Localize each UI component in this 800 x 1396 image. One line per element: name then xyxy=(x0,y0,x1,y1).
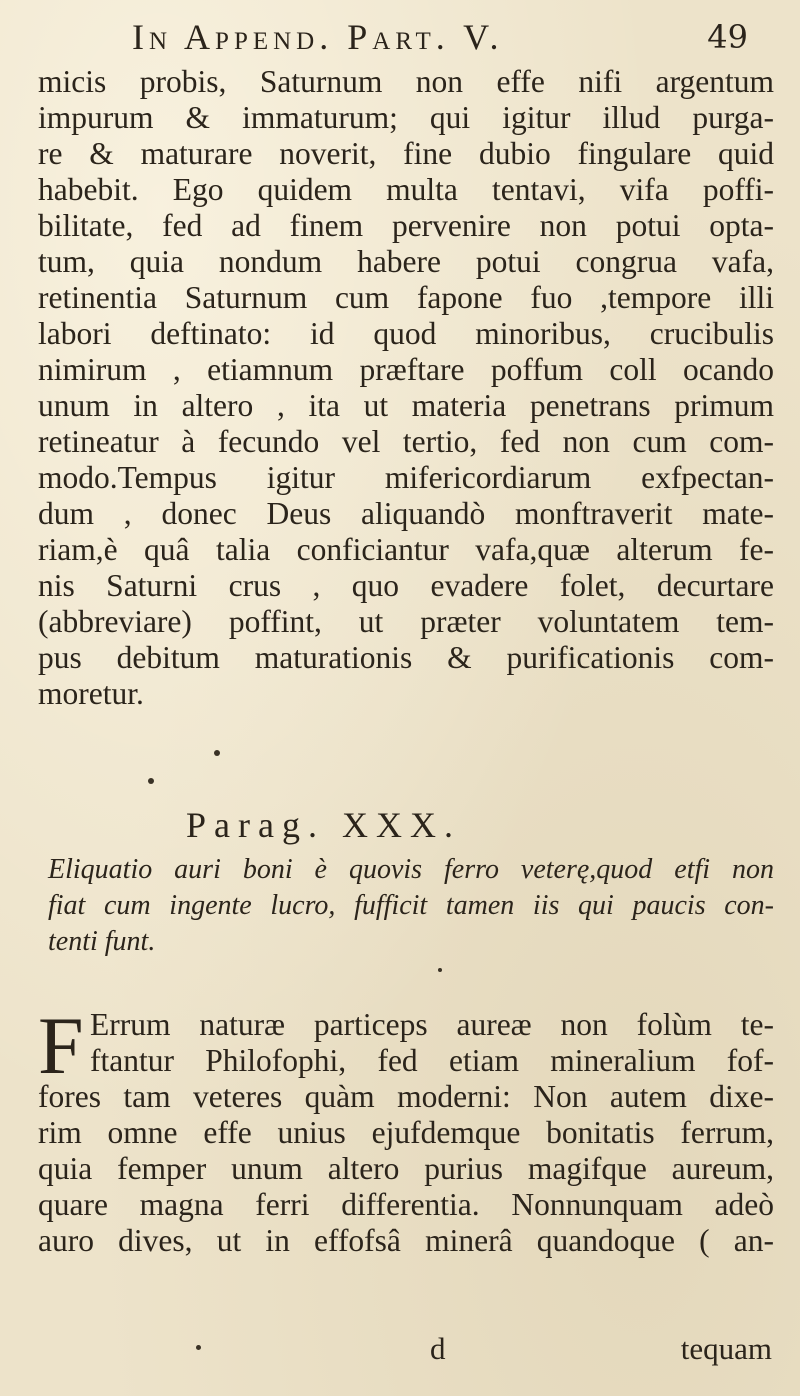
text-line: modo.Tempus igitur mifericordiarum exfpectan- xyxy=(38,460,774,495)
text-line: dum , donec Deus aliquandò monftraverit mate- xyxy=(38,496,774,531)
text-line: bilitate, fed ad finem pervenire non potui opta- xyxy=(38,208,774,243)
text-line: pus debitum maturationis & purificationis com- xyxy=(38,640,774,675)
text-line: impurum & immaturum; qui igitur illud purga- xyxy=(38,100,774,135)
text-line: auro dives, ut in effofsâ minerâ quandoque ( an- xyxy=(38,1223,774,1258)
text-line: labori deftinato: id quod minoribus, crucibulis xyxy=(38,316,774,351)
text-line: retinentia Saturnum cum fapone fuo ,tempore illi xyxy=(38,280,774,315)
summary-line: fiat cum ingente lucro, fufficit tamen iis qui paucis con- xyxy=(48,890,774,921)
text-line: habebit. Ego quidem multa tentavi, vifa poffi- xyxy=(38,172,774,207)
text-line: retineatur à fecundo vel tertio, fed non cum com- xyxy=(38,424,774,459)
text-line: nis Saturni crus , quo evadere folet, decurtare xyxy=(38,568,774,603)
summary-line: Eliquatio auri boni è quovis ferro veterę,quod etfi non xyxy=(48,854,774,885)
text-line: unum in altero , ita ut materia penetrans primum xyxy=(38,388,774,423)
text-line: Errum naturæ particeps aureæ non folùm te- xyxy=(90,1007,774,1042)
text-line: riam,è quâ talia conficiantur vafa,quæ alterum fe- xyxy=(38,532,774,567)
ink-speck xyxy=(214,750,220,756)
text-line: tum, quia nondum habere potui congrua vafa, xyxy=(38,244,774,279)
page-header xyxy=(80,16,760,64)
paragraph-1 xyxy=(38,64,774,712)
paragraph-2 xyxy=(38,1000,774,1259)
section-heading: Parag. XXX. xyxy=(186,805,461,845)
ink-speck xyxy=(438,968,442,972)
drop-cap: F xyxy=(38,1000,84,1091)
text-line: moretur. xyxy=(38,676,144,711)
catchword: tequam xyxy=(680,1331,772,1366)
text-line: ftantur Philofophi, fed etiam mineralium fof- xyxy=(90,1043,774,1078)
text-line: micis probis, Saturnum non effe nifi argentum xyxy=(38,64,774,99)
page-number: 49 xyxy=(707,18,748,56)
text-line: re & maturare noverit, fine dubio fingulare quid xyxy=(38,136,774,171)
text-line: (abbreviare) poffint, ut præter voluntatem tem- xyxy=(38,604,774,639)
ink-speck xyxy=(196,1345,201,1350)
text-line: fores tam veteres quàm moderni: Non autem dixe- xyxy=(38,1079,774,1114)
section-summary xyxy=(48,852,774,960)
ink-speck xyxy=(148,778,154,784)
text-line: quare magna ferri differentia. Nonnunquam adeò xyxy=(38,1187,774,1222)
text-line: quia femper unum altero purius magifque aureum, xyxy=(38,1151,774,1186)
summary-line: tenti funt. xyxy=(48,926,156,957)
text-line: rim omne effe unius ejufdemque bonitatis ferrum, xyxy=(38,1115,774,1150)
running-head: In Append. Part. V. xyxy=(132,17,504,57)
text-line: nimirum , etiamnum præftare poffum coll ocando xyxy=(38,352,774,387)
signature-mark: d xyxy=(430,1331,446,1366)
